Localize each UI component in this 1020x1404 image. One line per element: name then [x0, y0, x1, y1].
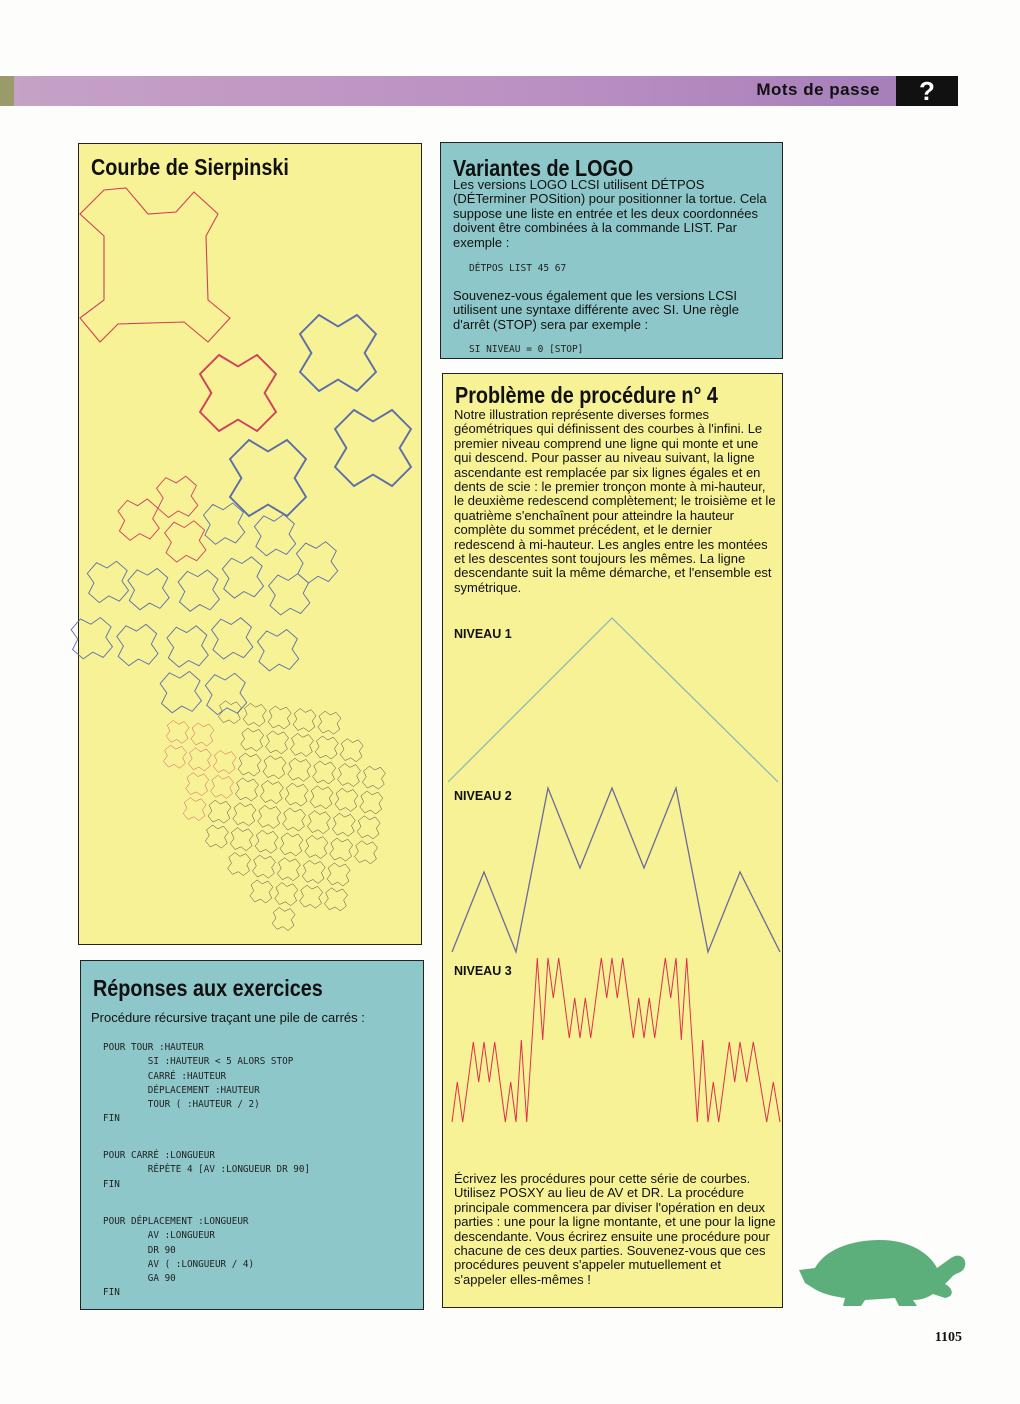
probleme-title: Problème de procédure n° 4 — [455, 382, 718, 408]
level-3-curve — [452, 958, 780, 1122]
variantes-code-2: SI NIVEAU = 0 [STOP] — [469, 344, 584, 355]
reponses-title: Réponses aux exercices — [93, 975, 323, 1001]
variantes-paragraph-2: Souvenez-vous également que les versions LCSI utilisent une syntaxe différente avec SI. Une règle d'arrêt (STOP) sera par exemple : — [453, 288, 739, 332]
level-2-label: NIVEAU 2 — [454, 789, 512, 803]
reponses-code-carre: POUR CARRÉ :LONGUEUR RÉPÈTE 4 [AV :LONGUEUR DR 90] FIN — [103, 1150, 311, 1190]
variantes-title: Variantes de LOGO — [453, 155, 634, 181]
level-3-label: NIVEAU 3 — [454, 964, 512, 978]
section-title: Mots de passe — [756, 80, 880, 99]
variantes-code-1: DÉTPOS LIST 45 67 — [469, 263, 567, 274]
question-badge: ? — [896, 76, 958, 106]
sierpinski-title: Courbe de Sierpinski — [91, 154, 289, 180]
variantes-paragraph-1: Les versions LOGO LCSI utilisent DÉTPOS (DÉTerminer POSition) pour positionner la tortue. Cela suppose une liste en entrée et les deux coordonnées doivent être combinées à la commande LIST. Par exemple : — [453, 177, 767, 250]
level-1-label: NIVEAU 1 — [454, 627, 512, 641]
level-2-curve — [452, 788, 780, 952]
level-1-curve — [448, 618, 778, 782]
probleme-paragraph-2: Écrivez les procédures pour cette série de courbes. Utilisez POSXY au lieu de AV et DR. La procédure principale commencera par diviser l'opération en deux parties : une pour la ligne montante, et une pour la ligne descendante. Vous écrirez ensuite une procédure pour chacune de ces deux parties. Souvenez-vous que ces procédures peuvent s'appeler mutuellement et s'appeler elles-mêmes ! — [454, 1171, 776, 1287]
reponses-intro: Procédure récursive traçant une pile de carrés : — [91, 1010, 365, 1025]
reponses-panel — [80, 960, 424, 1310]
probleme-paragraph-1: Notre illustration représente diverses formes géométriques qui définissent des courbes à l'infini. Le premier niveau comprend une ligne qui monte et une qui descend. Pour passer au niveau suivant, la ligne ascendante est remplacée par six lignes égales et en dents de scie : le premier tronçon monte à mi-hauteur, le deuxième redescend complètement; le troisième et le quatrième s'enchaînent pour atteindre la hauteur complète du sommet précédent, et le dernier redescend à mi-hauteur. Les angles entre les montées et les descentes sont toujours les mêmes. La ligne descendante suit la même démarche, et l'ensemble est symétrique. — [454, 407, 776, 595]
page-number: 1105 — [934, 1330, 962, 1345]
turtle-icon — [799, 1240, 965, 1306]
reponses-code-deplacement: POUR DÉPLACEMENT :LONGUEUR AV :LONGUEUR DR 90 AV ( :LONGUEUR / 4) GA 90 FIN — [103, 1216, 255, 1299]
reponses-code-tour: POUR TOUR :HAUTEUR SI :HAUTEUR < 5 ALORS STOP CARRÉ :HAUTEUR DÉPLACEMENT :HAUTEUR TOUR ( :HAUTEUR / 2) FIN — [103, 1042, 294, 1125]
turtle-illustration — [795, 1228, 975, 1308]
